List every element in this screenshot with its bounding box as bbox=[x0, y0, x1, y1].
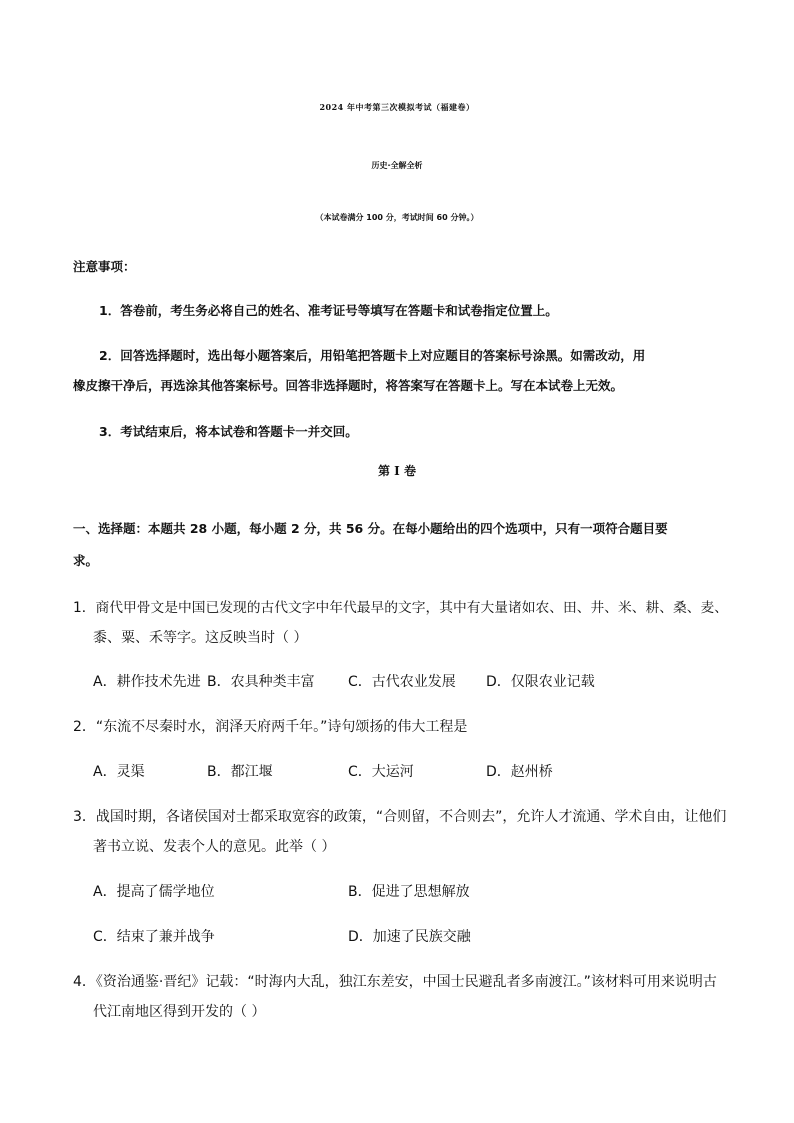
question-3-option-c: C．结束了兼并战争 bbox=[93, 929, 215, 945]
notice-item-3: 3．考试结束后，将本试卷和答题卡一并交回。 bbox=[99, 424, 358, 439]
question-3-option-d: D．加速了民族交融 bbox=[348, 929, 471, 945]
notice-item-1: 1．答卷前，考生务必将自己的姓名、准考证号等填写在答题卡和试卷指定位置上。 bbox=[99, 303, 558, 318]
question-4-stem-continued: 代江南地区得到开发的（ ） bbox=[93, 1004, 266, 1020]
question-3-option-a: A．提高了儒学地位 bbox=[93, 884, 215, 900]
section-heading: 第 I 卷 bbox=[378, 464, 416, 478]
notice-item-2-continued: 橡皮擦干净后，再选涂其他答案标号。回答非选择题时，将答案写在答题卡上。写在本试卷上无效。 bbox=[73, 378, 624, 393]
question-1-stem-continued: 黍、粟、禾等字。这反映当时（ ） bbox=[93, 630, 308, 646]
question-4-stem: 4．《资治通鉴·晋纪》记载：“时海内大乱，独江东差安，中国士民避乱者多南渡江。”该材料可用来说明古 bbox=[73, 974, 717, 990]
exam-subtitle: 历史·全解全析 bbox=[371, 161, 423, 170]
question-1-option-d: D．仅限农业记载 bbox=[486, 674, 595, 690]
question-1-option-b: B．农具种类丰富 bbox=[207, 674, 315, 690]
question-2-option-c: C．大运河 bbox=[348, 764, 414, 780]
section-instructions-continued: 求。 bbox=[73, 553, 99, 568]
question-1-option-a: A．耕作技术先进 bbox=[93, 674, 201, 690]
question-2-option-b: B．都江堰 bbox=[207, 764, 273, 780]
question-1-stem: 1．商代甲骨文是中国已发现的古代文字中年代最早的文字，其中有大量诸如农、田、井、米、耕、桑、麦、 bbox=[73, 600, 729, 616]
exam-title: 2024 年中考第三次模拟考试（福建卷） bbox=[319, 102, 475, 112]
question-2-option-d: D．赵州桥 bbox=[486, 764, 553, 780]
notice-item-2: 2．回答选择题时，选出每小题答案后，用铅笔把答题卡上对应题目的答案标号涂黑。如需改动，用 bbox=[99, 348, 646, 363]
question-2-option-a: A．灵渠 bbox=[93, 764, 145, 780]
notice-title: 注意事项： bbox=[73, 259, 136, 274]
question-2-stem: 2．“东流不尽秦时水，润泽天府两千年。”诗句颂扬的伟大工程是 bbox=[73, 719, 468, 735]
exam-info: （本试卷满分 100 分，考试时间 60 分钟。） bbox=[315, 213, 479, 222]
question-3-stem: 3．战国时期，各诸侯国对士都采取宽容的政策，“合则留，不合则去”，允许人才流通、学术自由，让他们 bbox=[73, 809, 727, 825]
question-3-option-b: B．促进了思想解放 bbox=[348, 884, 470, 900]
section-instructions: 一、选择题：本题共 28 小题，每小题 2 分，共 56 分。在每小题给出的四个选项中，只有一项符合题目要 bbox=[73, 521, 668, 536]
question-1-option-c: C．古代农业发展 bbox=[348, 674, 456, 690]
question-3-stem-continued: 著书立说、发表个人的意见。此举（ ） bbox=[93, 839, 336, 855]
